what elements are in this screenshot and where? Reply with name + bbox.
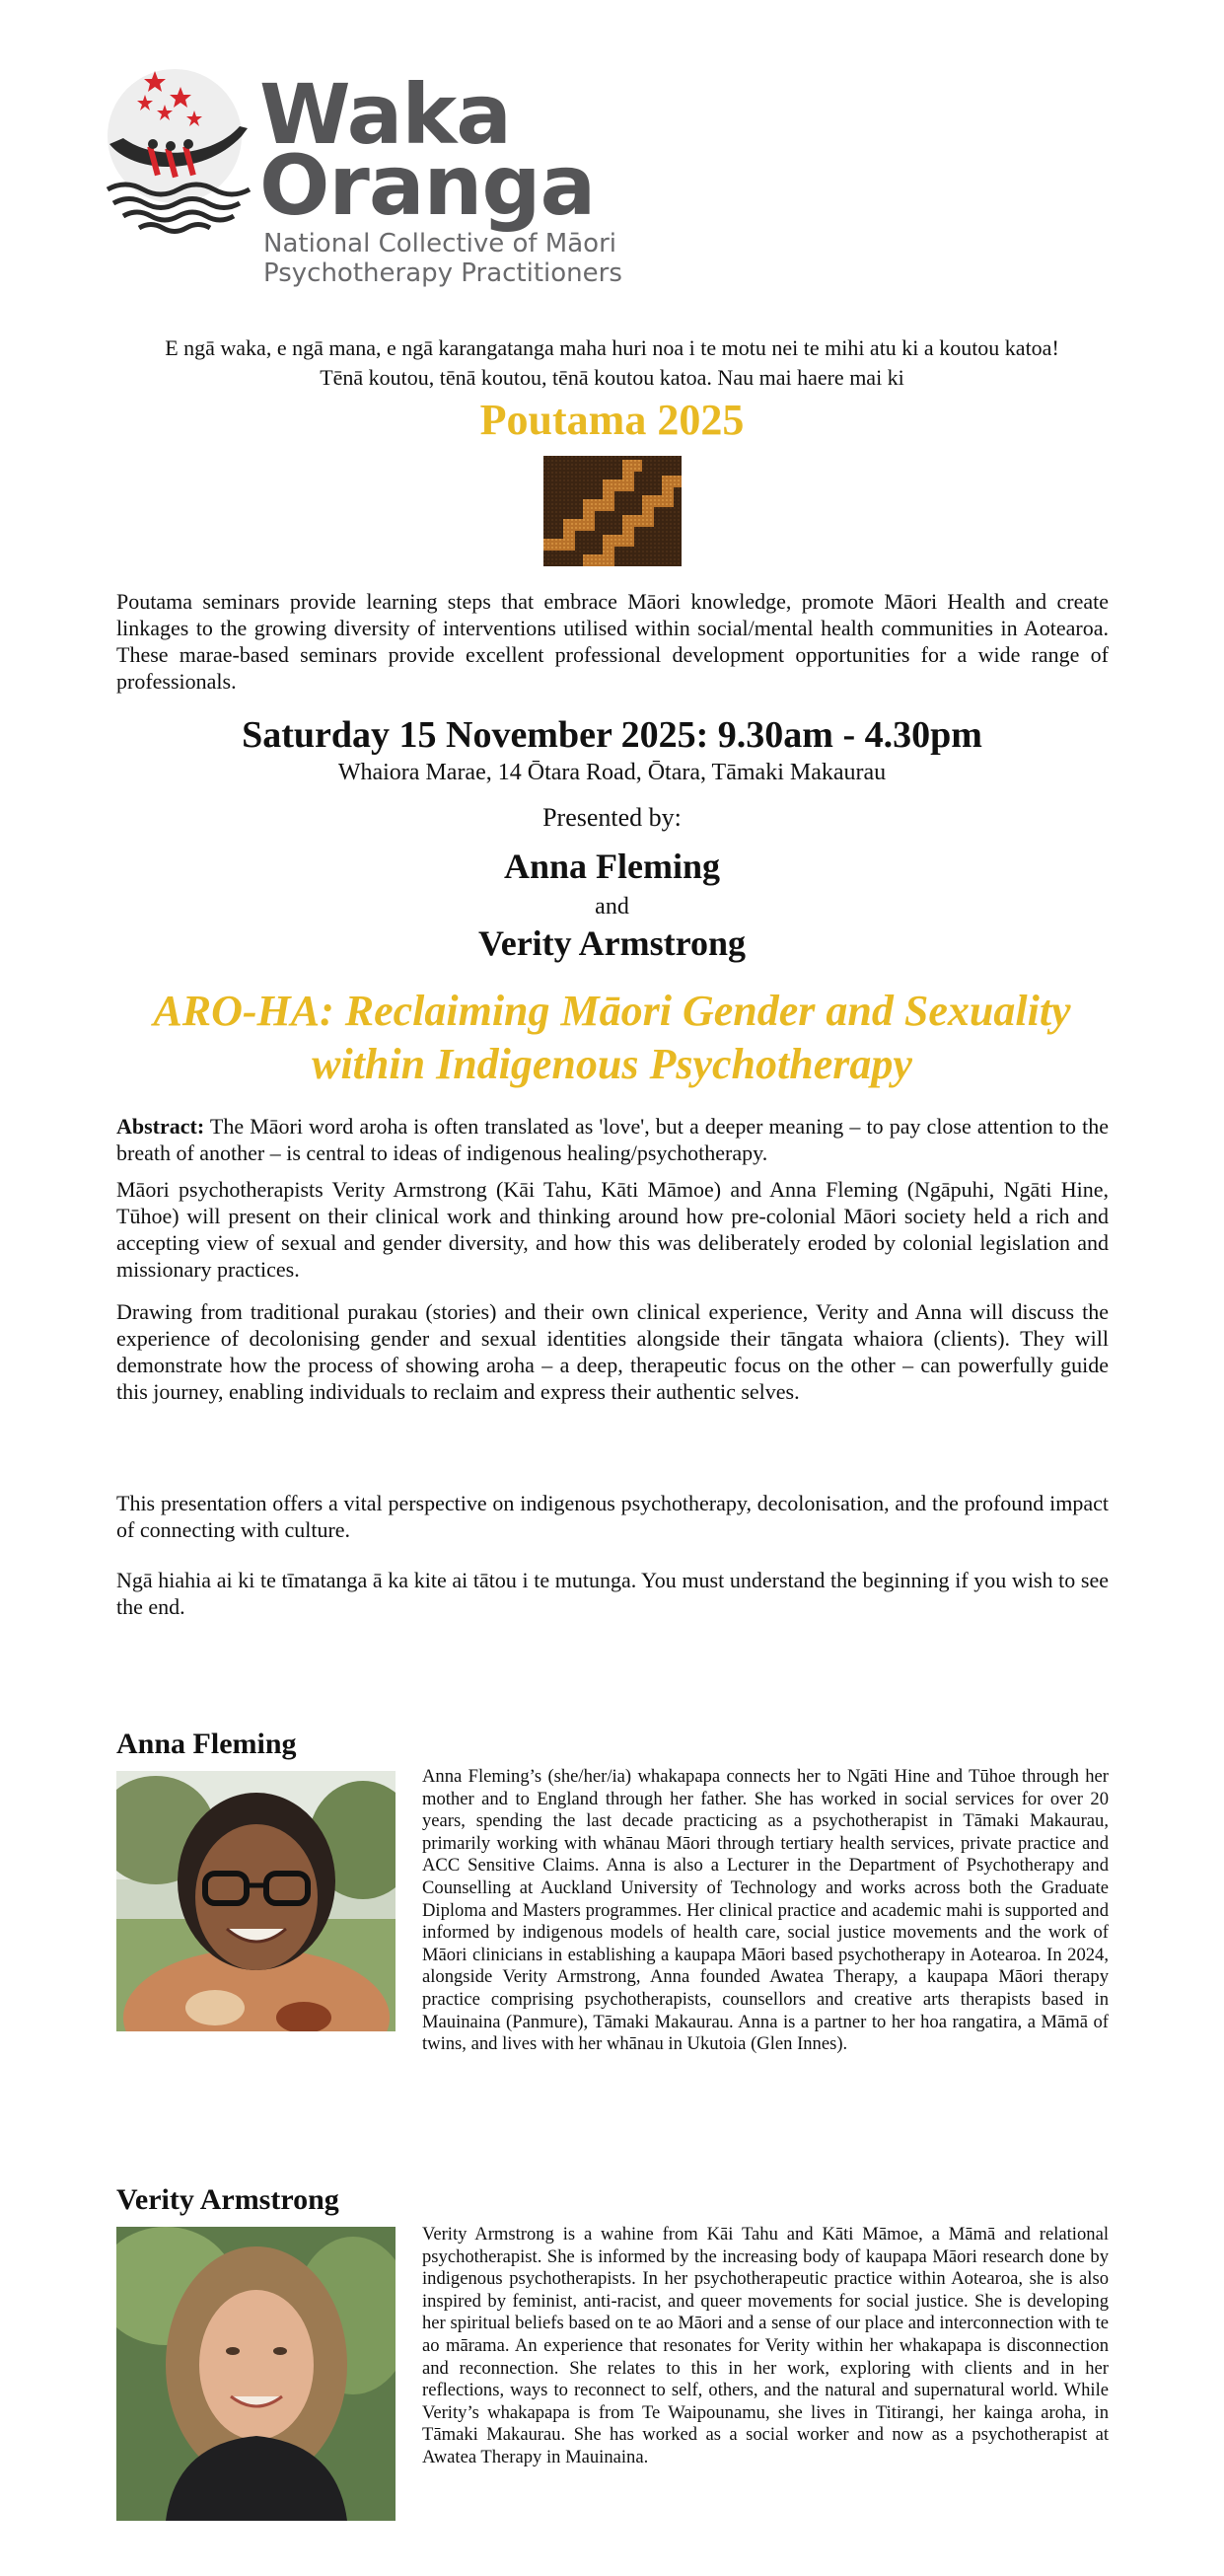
greeting-line-1: E ngā waka, e ngā mana, e ngā karangatanga maha huri noa i te motu nei te mihi atu ki a koutou katoa! <box>165 335 1059 360</box>
event-venue: Whaiora Marae, 14 Ōtara Road, Ōtara, Tāmaki Makaurau <box>337 760 887 785</box>
bio-text-anna: Anna Fleming’s (she/her/ia) whakapapa connects her to Ngāti Hine and Tūhoe through her mother and to England through her father. She has worked in social services for over 20 years, spending the last decade practicing as a psychotherapist in Tāmaki Makaurau, primarily working with whānau Māori through tertiary health services, private practice and ACC Sensitive Claims. Anna is also a Lecturer in the Department of Psychotherapy and Counselling at Auckland University of Technology and works across both the Graduate Diploma and Masters programmes. Her clinical practice and academic mahi is supported and informed by indigenous models of health care, social justice movements and the work of Māori clinicians in establishing a kaupapa Māori based psychotherapy in Aotearoa. In 2024, alongside Verity Armstrong, Anna founded Awatea Therapy, a kaupapa Māori therapy practice comprising psychotherapists, counsellors and creative arts therapists based in Mauinaina (Panmure), Tāmaki Makaurau. Anna is a partner to her hoa rangatira, a Māmā of twins, and lives with her whānau in Ukutoia (Glen Innes). <box>422 1766 1109 2055</box>
logo-subtitle-line2: Psychotherapy Practitioners <box>263 258 622 288</box>
event-title: Poutama 2025 <box>479 396 745 444</box>
abstract-label: Abstract: <box>116 1114 205 1139</box>
body-paragraph-2: Drawing from traditional purakau (stories) and their own clinical experience, Verity and Anna will discuss the experience of decolonising gender and sexual identities alongside their tāngata whaiora (clients). They will demonstrate how the process of showing aroha – a deep, therapeutic focus on the other – can powerfully guide this journey, enabling individuals to reclaim and express their authentic selves. <box>116 1299 1109 1404</box>
presenter-name-2: Verity Armstrong <box>478 923 746 963</box>
talk-title-line-2: within Indigenous Psychotherapy <box>312 1040 912 1088</box>
body-paragraph-3: This presentation offers a vital perspective on indigenous psychotherapy, decolonisation, and the profound impact of connecting with culture. <box>116 1491 1109 1542</box>
event-datetime: Saturday 15 November 2025: 9.30am - 4.30pm <box>242 714 982 756</box>
body-paragraph-4: Ngā hiahia ai ki te tīmatanga ā ka kite ai tātou i te mutunga. You must understand the beginning if you wish to see the end. <box>116 1568 1109 1619</box>
bio-text-verity: Verity Armstrong is a wahine from Kāi Tahu and Kāti Māmoe, a Māmā and relational psychotherapist. She is informed by the increasing body of kaupapa Māori research done by indigenous psychotherapists. In her psychotherapeutic practice within Aotearoa, she is also inspired by feminist, anti-racist, and queer movements for social justice. She is developing her spiritual beliefs based on te ao Māori and a sense of our place and interconnection with te ao mārama. An experience that resonates for Verity within her whakapapa is disconnection and reconnection. She relates to this in her work, exploring with clients and in her reflections, ways to reconnect to self, others, and the natural and supernatural world. While Verity’s whakapapa is from Te Waipounamu, she lives in Titirangi, her kainga aroha, in Tāmaki Makaurau. She has worked as a social worker and now as a psychotherapist at Awatea Therapy in Mauinaina. <box>422 2224 1109 2467</box>
greeting-line-2: Tēnā koutou, tēnā koutou, tēnā koutou katoa. Nau mai haere mai ki <box>320 365 904 390</box>
logo-subtitle <box>263 229 622 288</box>
bio-name-verity: Verity Armstrong <box>116 2183 339 2216</box>
poutama-pattern-image <box>543 456 682 566</box>
logo-wordmark <box>259 66 596 234</box>
and-label: and <box>595 894 629 920</box>
logo-word-waka: Waka <box>259 66 511 163</box>
presenter-name-1: Anna Fleming <box>503 846 721 886</box>
bio-name-anna: Anna Fleming <box>116 1728 297 1760</box>
verity-armstrong-photo <box>116 2227 396 2521</box>
logo-subtitle-line1: National Collective of Māori <box>263 229 616 258</box>
intro-paragraph: Poutama seminars provide learning steps that embrace Māori knowledge, promote Māori Health and create linkages to the growing diversity of interventions utilised within social/mental health communities in Aotearoa. These marae-based seminars provide excellent professional development opportunities for a wide range of professionals. <box>116 589 1109 694</box>
logo-word-oranga: Oranga <box>259 137 596 234</box>
anna-fleming-photo <box>116 1771 396 2031</box>
abstract-paragraph <box>116 1113 1109 1166</box>
talk-title-line-1: ARO-HA: Reclaiming Māori Gender and Sexuality <box>153 987 1071 1035</box>
waka-canoe-stars-icon <box>104 67 252 235</box>
presented-by-label: Presented by: <box>542 803 682 832</box>
abstract-text: The Māori word aroha is often translated as 'love', but a deeper meaning – to pay close attention to the breath of another – is central to ideas of indigenous healing/psychotherapy. <box>116 1114 1109 1165</box>
greeting <box>0 333 1224 393</box>
body-paragraph-1: Māori psychotherapists Verity Armstrong (Kāi Tahu, Kāti Māmoe) and Anna Fleming (Ngāpuhi, Ngāti Hine, Tūhoe) will present on their clinical work and thinking around how pre-colonial Māori society held a rich and accepting view of sexual and gender diversity, and how this was deliberately eroded by colonial legislation and missionary practices. <box>116 1177 1109 1282</box>
talk-title <box>0 985 1224 1091</box>
waka-oranga-logo <box>104 61 676 298</box>
